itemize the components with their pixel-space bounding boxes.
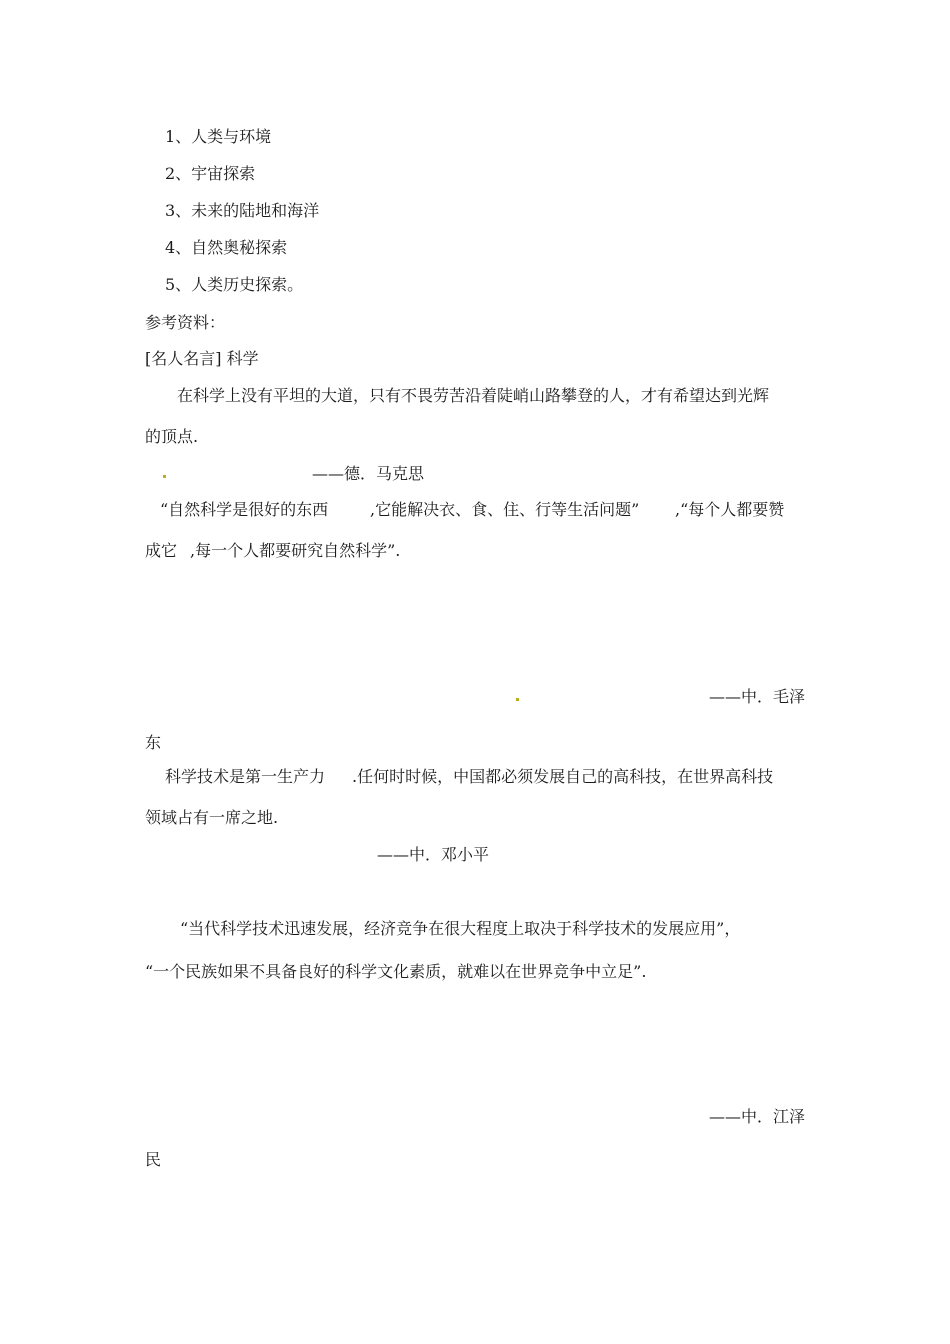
quote-text: “自然科学是很好的东西 xyxy=(160,500,329,519)
reference-heading: 参考资料： xyxy=(145,313,226,332)
quote-text: 成它 xyxy=(145,541,178,560)
quote-attribution: 东 xyxy=(145,733,162,752)
quote-text: 科学技术是第一生产力 xyxy=(165,767,326,786)
quote-attribution: ——中．邓小平 xyxy=(377,845,490,864)
quote-text: 领域占有一席之地. xyxy=(145,808,279,827)
quote-attribution: ——德．马克思 xyxy=(312,464,425,483)
topic-item: 3、未来的陆地和海洋 xyxy=(165,201,320,220)
stray-mark xyxy=(516,698,519,701)
quote-attribution: ——中．江泽 xyxy=(708,1107,805,1126)
quote-text: 在科学上没有平坦的大道，只有不畏劳苦沿着陡峭山路攀登的人，才有希望达到光辉 xyxy=(177,386,770,405)
quote-text: “一个民族如果不具备良好的科学文化素质，就难以在世界竞争中立足”. xyxy=(145,962,647,981)
quote-text: ,它能解决衣、食、住、行等生活问题” xyxy=(370,500,640,519)
topic-item: 1、人类与环境 xyxy=(165,127,272,146)
topic-item: 5、人类历史探索。 xyxy=(165,275,304,294)
quote-text: “当代科学技术迅速发展，经济竞争在很大程度上取决于科学技术的发展应用”， xyxy=(180,919,741,938)
quote-attribution: ——中．毛泽 xyxy=(708,687,805,706)
topic-item: 2、宇宙探索 xyxy=(165,164,256,183)
quote-attribution: 民 xyxy=(145,1150,162,1169)
stray-mark xyxy=(163,475,166,478)
section-title: [名人名言] 科学 xyxy=(145,349,259,368)
quote-text: 的顶点. xyxy=(145,427,199,446)
quote-text: .任何时时候，中国都必须发展自己的高科技，在世界高科技 xyxy=(352,767,774,786)
quote-text: ,“每个人都要赞 xyxy=(675,500,785,519)
quote-text: ,每一个人都要研究自然科学”. xyxy=(190,541,401,560)
topic-item: 4、自然奥秘探索 xyxy=(165,238,288,257)
